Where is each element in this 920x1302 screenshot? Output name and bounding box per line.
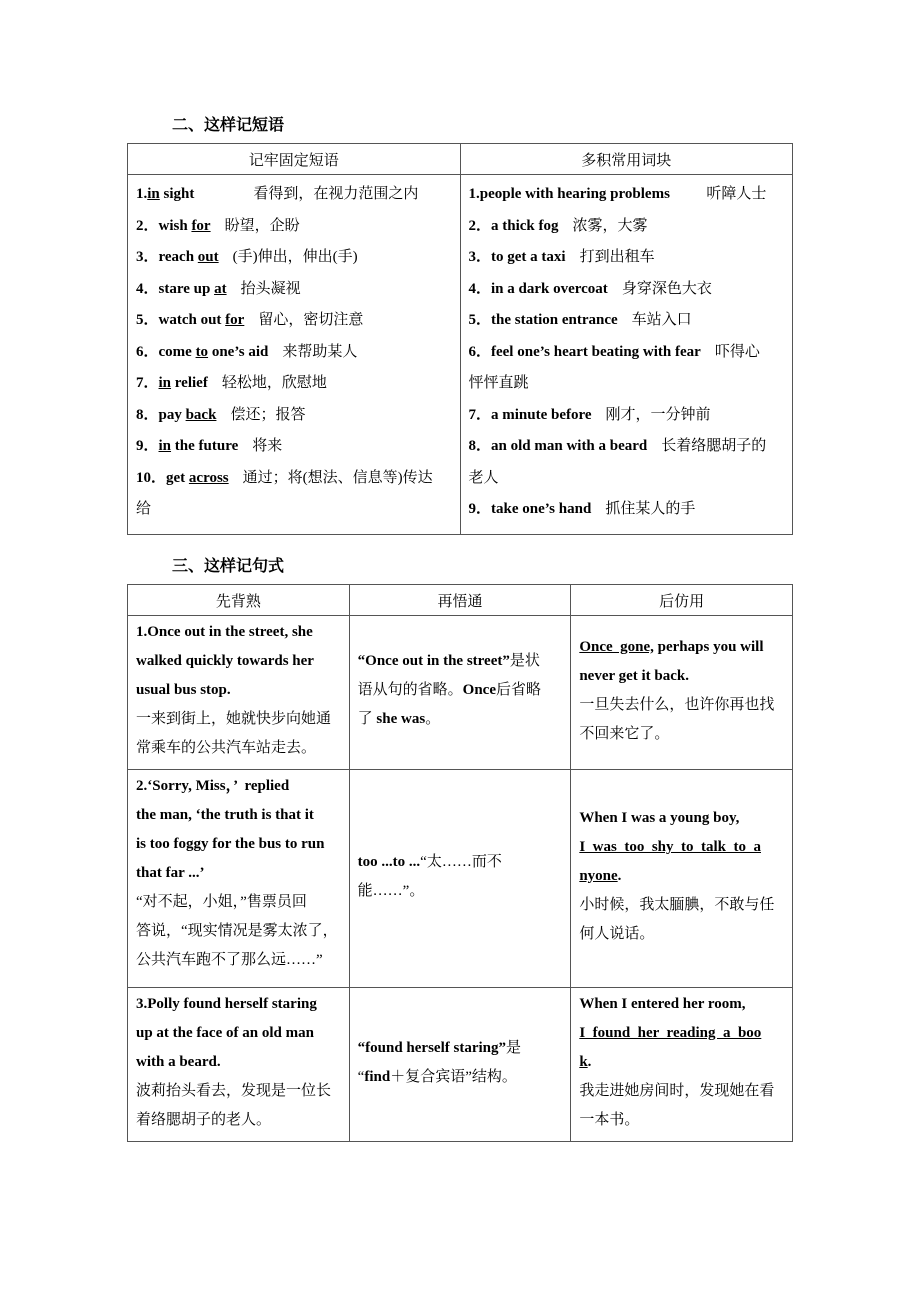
- chinese-meaning: 抬头凝视: [240, 280, 301, 297]
- text-segment: that far ...’: [136, 865, 205, 881]
- text-line: [358, 705, 563, 734]
- text-line: [579, 720, 784, 749]
- text-line: [358, 877, 563, 906]
- fixed-phrases-list: [128, 175, 461, 535]
- header-fixed-phrases: 记牢固定短语: [128, 144, 461, 175]
- text-line: [136, 676, 341, 705]
- underlined-text: at: [214, 280, 227, 297]
- phrases-table: [127, 143, 793, 535]
- chinese-meaning: 给: [136, 501, 152, 517]
- text-segment: ＋复合宾语”结构。: [390, 1068, 517, 1085]
- imitate-cell: [571, 616, 793, 770]
- text-segment: 是状: [509, 653, 540, 669]
- text-segment: 6．feel one’s heart beating with fear: [468, 343, 701, 360]
- header-understand: 再悟通: [349, 585, 571, 616]
- text-segment: 2．a thick fog: [468, 217, 559, 234]
- text-line: [358, 676, 563, 705]
- underlined-text: I found her reading a boo: [579, 1025, 762, 1041]
- chinese-meaning: 刚才，一分钟前: [605, 406, 711, 423]
- text-line: [136, 305, 460, 337]
- chinese-meaning: 打到出租车: [579, 249, 655, 265]
- underlined-text: across: [188, 469, 229, 486]
- text-line: [136, 431, 460, 463]
- chinese-meaning: 看得到，在视力范围之内: [208, 186, 419, 202]
- text-segment: usual bus stop.: [136, 682, 231, 698]
- text-segment: 波莉抬头看去，发现是一位长: [136, 1083, 332, 1099]
- chinese-meaning: 怦怦直跳: [468, 375, 529, 391]
- chinese-meaning: 浓雾，大雾: [572, 217, 648, 234]
- text-segment: 7．: [136, 375, 159, 391]
- text-segment: 10．get: [136, 469, 189, 486]
- underlined-text: in: [147, 186, 160, 202]
- text-segment: the future: [171, 438, 239, 454]
- text-segment: 8．an old man with a beard: [468, 438, 648, 454]
- imitate-cell: [571, 770, 793, 988]
- text-segment: 能……”。: [357, 882, 425, 899]
- text-segment: 8．pay: [136, 406, 186, 423]
- text-segment: 一本书。: [579, 1112, 640, 1128]
- text-segment: perhaps you will: [653, 638, 764, 655]
- text-segment: “太……而不: [420, 853, 502, 870]
- underlined-text: out: [197, 249, 219, 265]
- text-line: [579, 633, 784, 662]
- text-segment: she was: [376, 711, 426, 727]
- text-line: [136, 647, 341, 676]
- text-segment: with a beard.: [136, 1054, 221, 1070]
- text-line: [136, 801, 341, 830]
- text-segment: up at the face of an old man: [136, 1025, 314, 1041]
- text-segment: 9．take one’s hand: [468, 501, 592, 517]
- text-segment: 3．to get a taxi: [468, 249, 566, 265]
- text-line: [136, 1106, 341, 1135]
- text-segment: 公共汽车跑不了那么远……”: [136, 952, 323, 968]
- text-line: [136, 618, 341, 647]
- text-segment: is too foggy for the bus to run: [136, 836, 325, 852]
- text-line: [469, 463, 793, 495]
- text-segment: .: [587, 1054, 592, 1070]
- underlined-text: for: [191, 217, 211, 234]
- text-line: [136, 242, 460, 274]
- underlined-text: in: [158, 438, 172, 454]
- text-segment: 我走进她房间时，发现她在看: [579, 1083, 775, 1099]
- text-line: [136, 1048, 341, 1077]
- underlined-text: in: [158, 375, 172, 391]
- text-segment: 。: [425, 711, 441, 727]
- memorize-cell: [128, 616, 350, 770]
- underlined-text: I was too shy to talk to a: [579, 839, 761, 855]
- text-line: [579, 891, 784, 920]
- chinese-meaning: 吓得心: [714, 343, 760, 360]
- text-line: [469, 179, 793, 211]
- text-line: [469, 337, 793, 369]
- text-segment: “对不起，小姐，”售票员回: [136, 894, 307, 910]
- text-segment: 1.Once out in the street, she: [136, 624, 313, 640]
- understand-cell: [349, 770, 571, 988]
- text-segment: 9．: [136, 438, 159, 454]
- text-line: [358, 1034, 563, 1063]
- chinese-meaning: 车站入口: [631, 312, 692, 328]
- text-line: [136, 337, 460, 369]
- understand-cell: [349, 616, 571, 770]
- text-line: [136, 1019, 341, 1048]
- text-line: [136, 400, 460, 432]
- text-segment: 常乘车的公共汽车站走去。: [136, 740, 317, 756]
- text-line: [469, 494, 793, 526]
- text-line: [136, 1077, 341, 1106]
- text-segment: 一来到街上，她就快步向她通: [136, 711, 332, 727]
- header-memorize: 先背熟: [128, 585, 350, 616]
- text-segment: 6．come: [136, 343, 196, 360]
- text-segment: 了: [357, 711, 377, 727]
- chinese-meaning: 盼望，企盼: [224, 217, 300, 234]
- text-segment: 2．wish: [136, 217, 192, 234]
- text-segment: relief: [171, 375, 208, 391]
- text-segment: 着络腮胡子的老人。: [136, 1112, 272, 1128]
- text-segment: never get it back.: [579, 667, 690, 684]
- text-line: [136, 179, 460, 211]
- memorize-cell: [128, 770, 350, 988]
- text-line: [136, 859, 341, 888]
- underlined-text: nyone: [579, 868, 618, 884]
- text-line: [136, 211, 460, 243]
- text-segment: .: [617, 868, 622, 884]
- text-segment: the man, ‘the truth is that it: [136, 807, 314, 823]
- text-segment: 2.‘Sorry, Miss，’ replied: [136, 778, 290, 794]
- text-segment: 5．the station entrance: [468, 312, 618, 328]
- sentences-table: [127, 584, 793, 1142]
- section-title-phrases: 二、这样记短语: [172, 117, 285, 134]
- header-common-chunks: 多积常用词块: [460, 144, 793, 175]
- text-line: [469, 242, 793, 274]
- text-line: [579, 662, 784, 691]
- text-line: [136, 772, 341, 801]
- text-line: [136, 917, 341, 946]
- text-line: [136, 734, 341, 763]
- text-segment: Once: [462, 682, 496, 698]
- common-chunks-list: [460, 175, 793, 535]
- text-segment: 是: [506, 1039, 522, 1056]
- chinese-meaning: 留心，密切注意: [258, 312, 364, 328]
- text-segment: 何人说话。: [579, 926, 655, 942]
- text-line: [136, 494, 460, 526]
- text-line: [579, 1048, 784, 1077]
- text-line: [579, 990, 784, 1019]
- chinese-meaning: 偿还；报答: [230, 406, 306, 423]
- text-segment: “Once out in the street”: [357, 653, 510, 669]
- text-line: [469, 274, 793, 306]
- chinese-meaning: 老人: [468, 469, 499, 486]
- text-segment: too ...to ...: [357, 853, 421, 870]
- underlined-text: back: [185, 406, 217, 423]
- text-segment: 不回来它了。: [579, 725, 670, 742]
- header-imitate: 后仿用: [571, 585, 793, 616]
- text-line: [358, 848, 563, 877]
- text-line: [579, 691, 784, 720]
- memorize-cell: [128, 988, 350, 1142]
- imitate-cell: [571, 988, 793, 1142]
- text-line: [136, 830, 341, 859]
- text-line: [469, 368, 793, 400]
- text-line: [358, 647, 563, 676]
- text-line: [579, 862, 784, 891]
- understand-cell: [349, 988, 571, 1142]
- text-line: [469, 431, 793, 463]
- text-segment: When I entered her room,: [579, 996, 746, 1012]
- text-segment: When I was a young boy,: [579, 810, 740, 826]
- text-segment: 3．reach: [136, 249, 198, 265]
- text-line: [136, 990, 341, 1019]
- chinese-meaning: 将来: [252, 438, 283, 454]
- text-segment: 7．a minute before: [468, 406, 592, 423]
- text-segment: 答说，“现实情况是雾太浓了，: [136, 923, 338, 939]
- text-segment: 1.: [136, 186, 148, 202]
- text-segment: find: [364, 1068, 391, 1085]
- underlined-text: k: [579, 1054, 588, 1070]
- chinese-meaning: 通过；将(想法、信息等)传达: [242, 469, 433, 486]
- text-line: [579, 1019, 784, 1048]
- text-line: [136, 274, 460, 306]
- text-segment: 语从句的省略。: [357, 682, 463, 698]
- text-line: [358, 1063, 563, 1092]
- text-line: [579, 920, 784, 949]
- text-segment: 4．stare up: [136, 280, 215, 297]
- text-segment: walked quickly towards her: [136, 653, 314, 669]
- text-line: [469, 400, 793, 432]
- chinese-meaning: (手)伸出，伸出(手): [232, 249, 358, 265]
- underlined-text: to: [195, 343, 209, 360]
- chinese-meaning: 身穿深色大衣: [621, 280, 712, 297]
- chinese-meaning: 抓住某人的手: [605, 501, 696, 517]
- text-line: [469, 305, 793, 337]
- text-segment: sight: [159, 186, 195, 202]
- underlined-text: for: [225, 312, 245, 328]
- text-segment: 4．in a dark overcoat: [468, 280, 608, 297]
- chinese-meaning: 来帮助某人: [282, 343, 358, 360]
- chinese-meaning: 轻松地，欣慰地: [221, 375, 327, 391]
- text-segment: 3.Polly found herself staring: [136, 996, 317, 1012]
- text-segment: one’s aid: [208, 343, 269, 360]
- text-segment: 小时候，我太腼腆，不敢与任: [579, 897, 775, 913]
- text-segment: “: [357, 1068, 365, 1085]
- text-segment: 1.people with hearing problems: [468, 186, 670, 202]
- text-line: [469, 211, 793, 243]
- chinese-meaning: 听障人士: [683, 186, 767, 202]
- text-line: [579, 1077, 784, 1106]
- text-line: [136, 463, 460, 495]
- text-line: [579, 1106, 784, 1135]
- text-segment: 一旦失去什么，也许你再也找: [579, 696, 775, 713]
- text-line: [136, 888, 341, 917]
- text-segment: “found herself staring”: [357, 1039, 506, 1056]
- text-line: [136, 946, 341, 975]
- text-line: [579, 833, 784, 862]
- section-title-sentences: 三、这样记句式: [172, 558, 285, 575]
- text-line: [136, 368, 460, 400]
- text-line: [136, 705, 341, 734]
- underlined-text: Once gone,: [579, 638, 654, 655]
- chinese-meaning: 长着络腮胡子的: [661, 438, 767, 454]
- text-line: [579, 804, 784, 833]
- text-segment: 5．watch out: [136, 312, 226, 328]
- text-segment: 后省略: [496, 682, 542, 698]
